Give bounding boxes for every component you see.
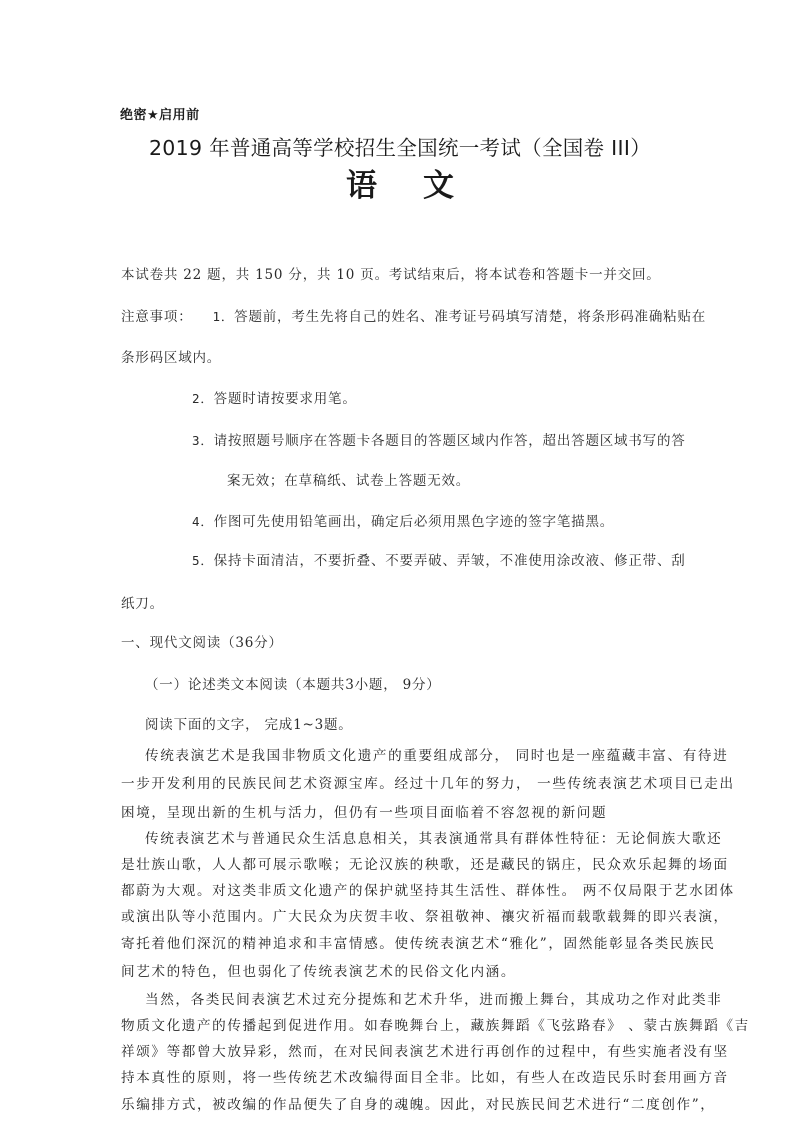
subject-title — [0, 160, 800, 205]
passage-line: 当然，各类民间表演艺术过充分提炼和艺术升华，进而搬上舞台，其成功之作对此类非 — [145, 992, 723, 1008]
passage-line: 一步开发利用的民族民间艺术资源宝库。经过十几年的努力， 一些传统表演艺术项目已走出 — [121, 776, 735, 792]
passage-line: 是壮族山歌，人人都可展示歌喉；无论汉族的秧歌，还是藏民的锅庄，民众欢乐起舞的场面 — [121, 857, 729, 873]
note-number: 1． — [212, 309, 235, 324]
passage-line: 祥颂》等都曾大放异彩，然而，在对民间表演艺术进行再创作的过程中，有些实施者没有坚 — [121, 1044, 729, 1060]
note-text: 请按照题号顺序在答题卡各题目的答题区域内作答，超出答题区域书写的答 — [213, 433, 686, 449]
passage-line: 乐编排方式，被改编的作品便失了自身的魂魄。因此，对民族民间艺术进行“二度创作”， — [121, 1097, 716, 1113]
notes-label: 注意事项： — [121, 309, 193, 325]
passage-line: 都蔚为大观。对这类非质文化遗产的保护就坚持其生活性、群体性。 两不仅局限于艺水团体 — [121, 883, 735, 899]
notes-item-4 — [192, 510, 614, 530]
notes-item-5 — [192, 549, 686, 569]
notes-item-2 — [192, 387, 357, 407]
passage-line: 困境，呈现出新的生机与活力，但仍有一些项目面临着不容忽视的新问题 — [121, 805, 608, 821]
exam-title: 2019 年普通高等学校招生全国统一考试（全国卷 III） — [148, 136, 652, 160]
reading-instruction: 阅读下面的文字， 完成1~3题。 — [145, 717, 353, 733]
section-subheading: （一）论述类文本阅读（本题共3小题， 9分） — [145, 677, 441, 693]
notes-item-3 — [192, 429, 686, 449]
note-number: 4． — [192, 514, 214, 529]
passage-line: 传统表演艺术与普通民众生活息息相关，其表演通常具有群体性特征：无论侗族大歌还 — [145, 831, 723, 847]
note-number: 5． — [192, 553, 214, 568]
passage-line: 间艺术的特色，但也弱化了传统表演艺术的民俗文化内涵。 — [121, 964, 517, 980]
passage-line: 持本真性的原则，将一些传统艺术改编得面目全非。比如，有些人在改造民乐时套用画方音 — [121, 1070, 729, 1086]
note-text-continued: 案无效；在草稿纸、试卷上答题无效。 — [227, 473, 471, 489]
passage-line: 传统表演艺术是我国非物质文化遗产的重要组成部分， 同时也是一座蕴藏丰富、有待进 — [145, 748, 729, 764]
note-text-continued: 条形码区域内。 — [121, 350, 222, 366]
note-text-continued: 纸刀。 — [121, 596, 164, 612]
note-number: 3． — [192, 433, 214, 448]
note-text: 答题前，考生先将自己的姓名、准考证号码填写清楚，将条形码准确粘贴在 — [234, 309, 707, 325]
note-text: 答题时请按要求用笔。 — [213, 391, 357, 407]
notes-item-1 — [121, 305, 706, 325]
note-text: 保持卡面清洁，不要折叠、不要弄破、弄皱，不准使用涂改液、修正带、刮 — [213, 553, 686, 569]
subject-char-2: 文 — [423, 168, 454, 204]
passage-line: 物质文化遗产的传播起到促进作用。如春晚舞台上，藏族舞蹈《飞弦路春》 、蒙古族舞蹈《吉 — [121, 1018, 750, 1034]
exam-intro: 本试卷共 22 题，共 150 分，共 10 页。考试结束后，将本试卷和答题卡一并交回。 — [121, 267, 661, 283]
subject-char-1: 语 — [346, 168, 377, 204]
passage-line: 或演出队等小范围内。广大民众为庆贺丰收、祭祖敬神、禳灾祈福而载歌载舞的即兴表演， — [121, 909, 729, 925]
confidential-label: 绝密★启用前 — [120, 108, 200, 123]
section-heading: 一、现代文阅读（36分） — [121, 635, 283, 651]
passage-line: 寄托着他们深沉的精神追求和丰富情感。使传统表演艺术“雅化”，固然能彰显各类民族民 — [121, 936, 716, 952]
note-text: 作图可先使用铅笔画出，确定后必须用黑色字迹的签字笔描黑。 — [213, 514, 615, 530]
note-number: 2． — [192, 391, 214, 406]
